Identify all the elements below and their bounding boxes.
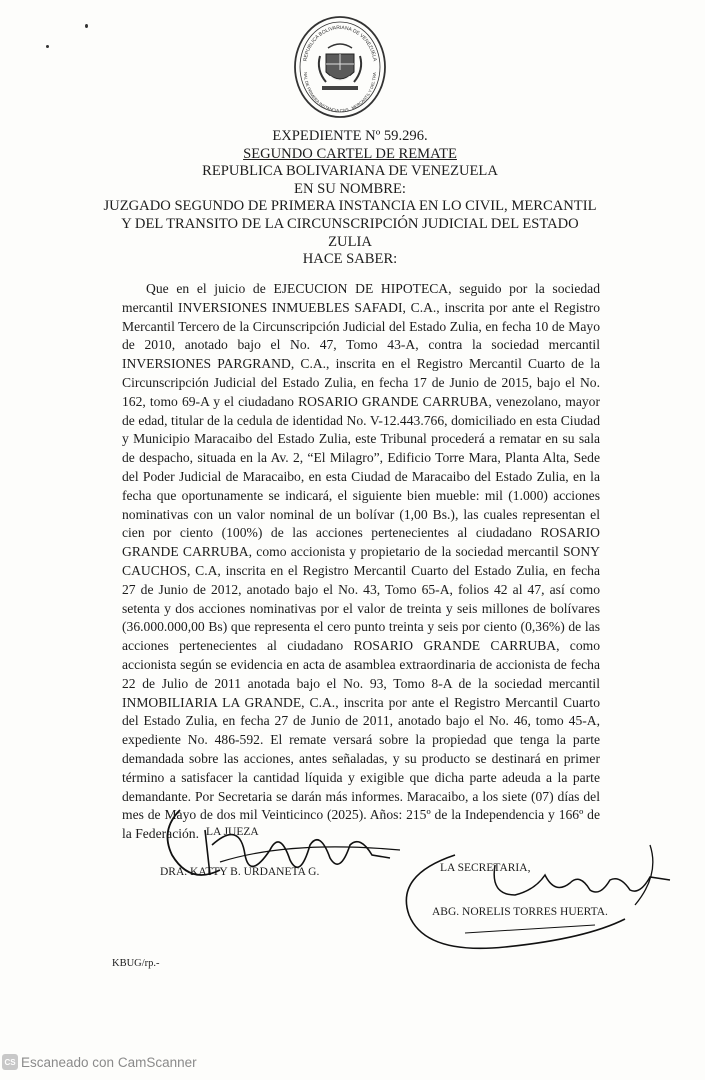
scan-speck bbox=[85, 24, 88, 28]
court-name-line-1: JUZGADO SEGUNDO DE PRIMERA INSTANCIA EN LO CIVIL, MERCANTIL bbox=[103, 198, 597, 215]
notice-body: Que en el juicio de EJECUCION DE HIPOTECA, seguido por la sociedad mercantil INVERSIONES INMUEBLES SAFADI, C.A., inscrita por ante el Registro Mercantil Tercero de la Circunscripción Judicial del Estado Zulia, en fecha 10 de Mayo de 2010, anotado bajo el No. 47, Tomo 43-A, contra la sociedad mercantil INVERSIONES PARGRAND, C.A., inscrita en el Registro Mercantil Cuarto de la Circunscripción Judicial del Estado Zulia, en fecha 17 de Junio de 2015, bajo el No. 162, tomo 69-A y el ciudadano ROSARIO GRANDE CARRUBA, venezolano, mayor de edad, titular de la cedula de identidad No. V-12.443.766, domiciliado en esta Ciudad y Municipio Maracaibo del Estado Zulia, este Tribunal procederá a rematar en su sala de despacho, situada en la Av. 2, “El Milagro”, Edificio Torre Mara, Planta Alta, Sede del Poder Judicial de Maracaibo, en esta Ciudad de Maracaibo del Estado Zulia, en la fecha que oportunamente se indicará, el siguiente bien mueble: mil (1.000) acciones nominativas con un valor nominal de un bolívar (1,00 Bs.), las cuales representan el cien por ciento (100%) de las acciones pertenecientes al ciudadano ROSARIO GRANDE CARRUBA, como accionista y propietario de la sociedad mercantil SONY CAUCHOS, C.A, inscrita en el Registro Mercantil Cuarto del Estado Zulia, en fecha 27 de Junio de 2012, anotado bajo el No. 43, Tomo 65-A, folios 42 al 47, así como setenta y dos acciones nominativas por el valor de treinta y seis millones de bolívares (36.000.000,00 Bs) que representa el cero punto treinta y seis por ciento (0,36%) de las acciones pertenecientes al ciudadano ROSARIO GRANDE CARRUBA, como accionista según se evidencia en acta de asamblea extraordinaria de accionista de fecha 22 de Julio de 2011 anotada bajo el No. 93, Tomo 8-A de la sociedad mercantil INMOBILIARIA LA GRANDE, C.A., inscrita por ante el Registro Mercantil Cuarto del Estado Zulia, en fecha 27 de Junio de 2011, anotado bajo el No. 46, tomo 45-A, expediente No. 486-592. El remate versará sobre la propiedad que tenga la parte demandada sobre las acciones, antes señaladas, y su producto se destinará en primer término a satisfacer la cantidad líquida y exigible que dicha parte adeuda a la parte demandante. Por Secretaria se darán más informes. Maracaibo, a los siete (07) días del mes de Mayo de dos mil Veinticinco (2025). Años: 215º de la Independencia y 166º de la Federación. bbox=[122, 281, 600, 842]
judge-role: LA JUEZA bbox=[206, 826, 259, 838]
document-header bbox=[100, 128, 600, 269]
expediente-number: EXPEDIENTE Nº 59.296. bbox=[272, 128, 428, 144]
seal-bottom-text: NAL DE PRIMERA INSTANCIA CIVIL, MERCANTIL Y DEL TRA bbox=[302, 71, 378, 114]
camscanner-watermark bbox=[0, 1054, 197, 1070]
typist-reference: KBUG/rp.- bbox=[112, 958, 160, 969]
cartel-title: SEGUNDO CARTEL DE REMATE bbox=[243, 145, 457, 162]
republic-name: REPUBLICA BOLIVARIANA DE VENEZUELA bbox=[202, 163, 498, 180]
judge-name: DRA. KATTY B. URDANETA G. bbox=[160, 866, 320, 878]
court-name-line-2: Y DEL TRANSITO DE LA CIRCUNSCRIPCIÓN JUDICIAL DEL ESTADO bbox=[121, 215, 579, 232]
scan-speck bbox=[46, 45, 49, 48]
en-su-nombre: EN SU NOMBRE: bbox=[294, 180, 406, 197]
court-name-line-3: ZULIA bbox=[328, 233, 372, 250]
camscanner-icon: CS bbox=[2, 1054, 18, 1070]
camscanner-label: Escaneado con CamScanner bbox=[21, 1054, 197, 1070]
hace-saber: HACE SABER: bbox=[302, 251, 398, 268]
secretary-role: LA SECRETARIA, bbox=[440, 862, 531, 874]
secretary-name: ABG. NORELIS TORRES HUERTA. bbox=[432, 906, 608, 918]
court-seal-icon bbox=[292, 14, 388, 120]
secretary-signature-icon bbox=[395, 835, 685, 960]
seal-top-text: REPUBLICA BOLIVARIANA DE VENEZUELA bbox=[302, 24, 378, 62]
